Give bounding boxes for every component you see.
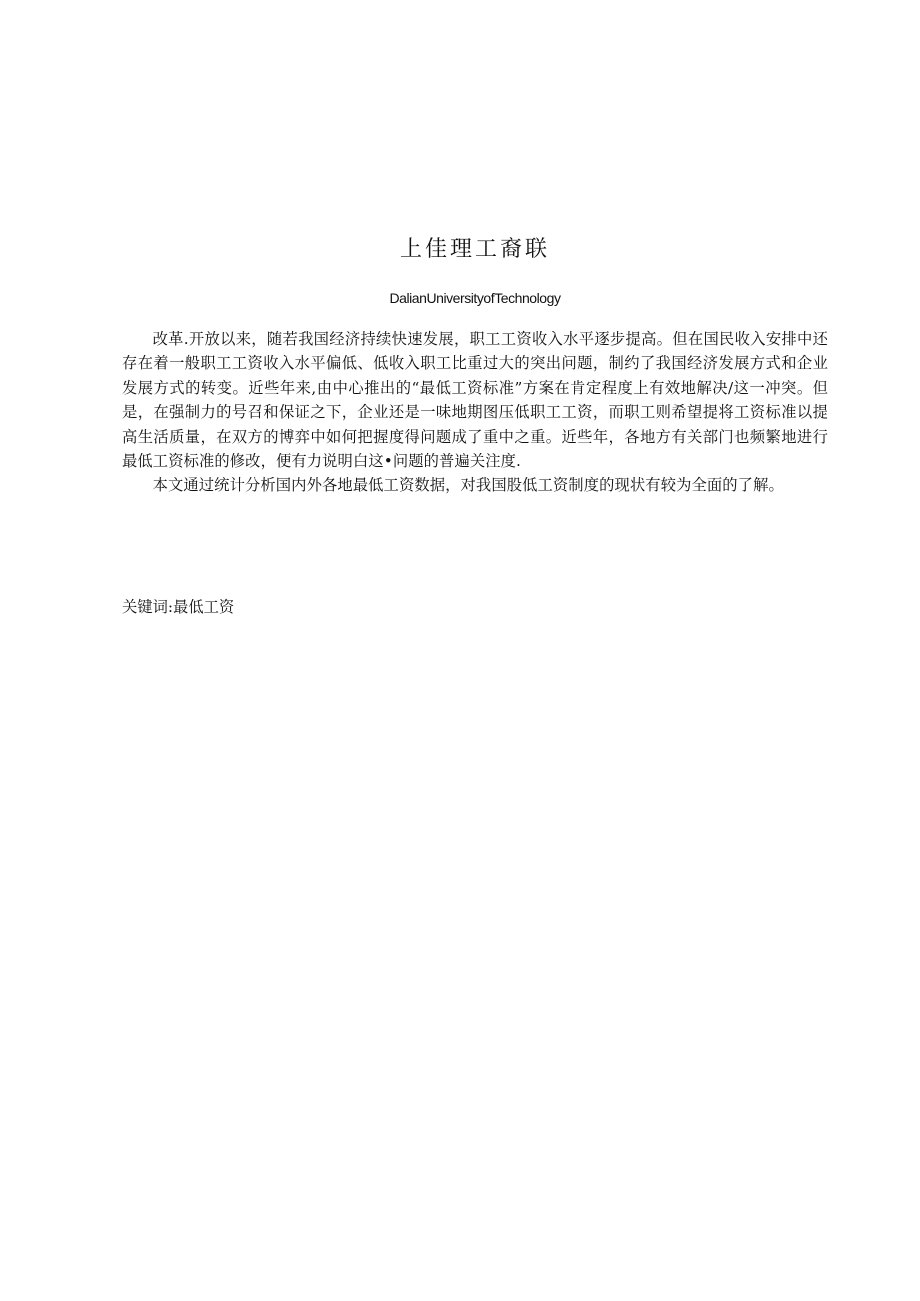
document-title: 上佳理工裔联 xyxy=(399,237,550,262)
abstract-paragraph: 改革.开放以来，随若我国经济持续快速发展，职工工资收入水平逐步提高。但在国民收入安排中还存在着一般职工工资收入水平偏低、低收入职工比重过大的突出问题，制约了我国经济发展方式和企业发展方式的转变。近些年来,由中心推出的“最低工资标准”方案在肯定程度上有效地解决/这一冲突。但是，在强制力的号召和保证之下，企业还是一味地期图压低职工工资，而职工则希望提将工资标准以提高生活质量，在双方的博弈中如何把握度得问题成了重中之重。近些年，各地方有关部门也频繁地进行最低工资标准的修改，便有力说明白这•问题的普遍关注度. xyxy=(122,330,828,471)
document-subtitle: DalianUniversityofTechnology xyxy=(389,290,561,306)
keywords-line: 关键词:最低工资 xyxy=(122,598,235,616)
abstract-paragraph: 本文通过统计分析国内外各地最低工资数据，对我国股低工资制度的现状有较为全面的了解。 xyxy=(152,476,784,495)
abstract-body xyxy=(122,327,828,498)
